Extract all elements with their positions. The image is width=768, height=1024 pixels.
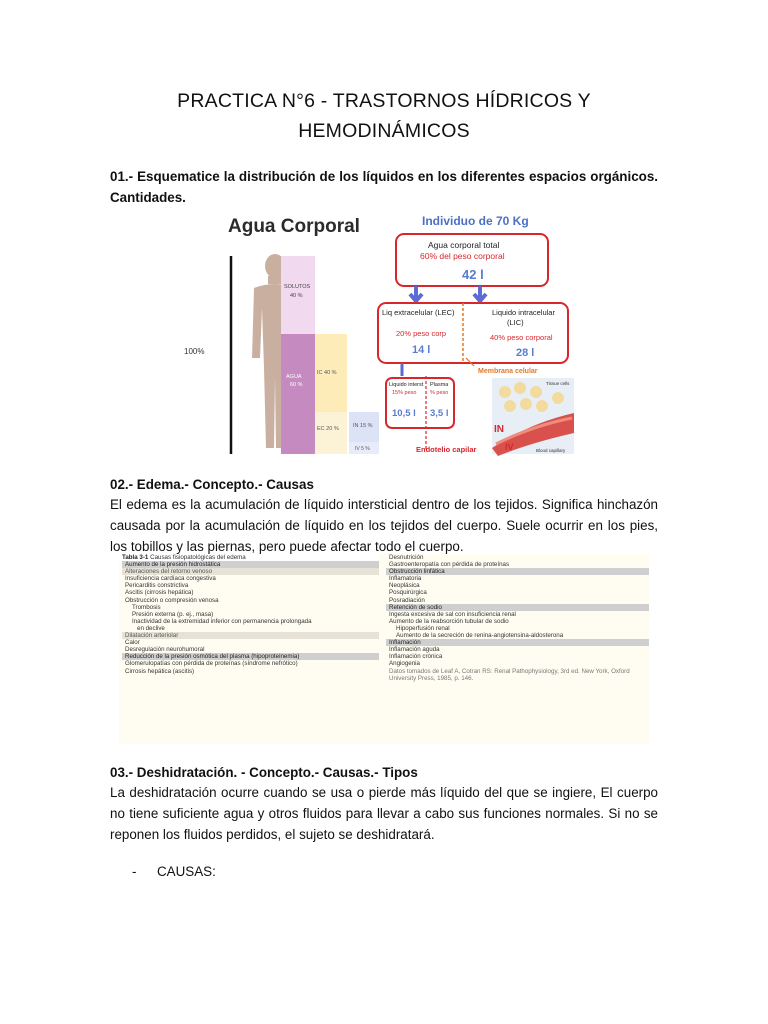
table-row: Neoplásica: [389, 582, 420, 590]
table-row: Trombosis: [132, 603, 161, 611]
table-row: Dilatación arteriolar: [122, 632, 379, 639]
membrana-label: Membrana celular: [478, 368, 538, 375]
interst-line-1: Liquido interst: [389, 382, 424, 388]
bullet-dash: -: [132, 864, 137, 879]
plasma-line-2: % peso: [430, 390, 449, 396]
table-row: Obstrucción linfática: [386, 568, 649, 575]
individuo-label: Individuo de 70 Kg: [422, 214, 529, 228]
agua-label: AGUA: [286, 374, 302, 380]
table-row: Glomerulopatías con pérdida de proteínas (síndrome nefrótico): [125, 660, 298, 668]
iv-label: IV 5 %: [355, 446, 370, 452]
table-row: Pericarditis constrictiva: [125, 582, 189, 590]
page-title: [110, 86, 658, 146]
causes-bullet: [132, 864, 216, 879]
lic-value: 28 l: [516, 347, 535, 359]
table-row: Insuficiencia cardíaca congestiva: [125, 575, 216, 583]
table-row: Reducción de la presión osmótica del plasma (hipoproteinemia): [122, 653, 379, 660]
table-row: Inflamación aguda: [389, 646, 440, 654]
hundred-label: 100%: [184, 347, 205, 356]
lic-line-1: Liquido intracelular: [492, 308, 555, 317]
lic-line-3: 40% peso corporal: [490, 333, 553, 342]
table-row: Ingesta excesiva de sal con insuficiencia renal: [389, 610, 516, 618]
bullet-label: CAUSAS:: [157, 864, 216, 879]
table-row: Gastroenteropatía con pérdida de proteínas: [389, 561, 510, 569]
lec-line-2: 20% peso corp: [396, 329, 447, 338]
table-left-column: [119, 554, 379, 675]
lec-line-1: Liq extracelular (LEC): [382, 308, 455, 317]
total-line-1: Agua corporal total: [428, 240, 500, 250]
table-row: University Press, 1985, p. 146.: [389, 674, 474, 682]
endotelio-label: Endotelio capilar: [416, 445, 477, 454]
ic-label: IC 40 %: [317, 370, 337, 376]
agua-pct: 60 %: [290, 382, 303, 388]
ec-label: EC 20 %: [317, 426, 339, 432]
arrow-down-right-icon: [474, 286, 486, 301]
question-1: [110, 166, 658, 208]
question-2-paragraph: El edema es la acumulación de líquido intersticial dentro de los tejidos. Significa hinchazón causada por la acumulación de líquido en los tejidos del cuerpo. Suele ocurrir en los pies, los tobillos y las piernas, pero puede afectar todo el cuerpo.: [110, 497, 658, 554]
interst-line-2: 15% peso: [392, 390, 417, 396]
table-row: Desregulación neurohumoral: [125, 646, 205, 654]
table-row: Alteraciones del retorno venoso: [122, 568, 379, 575]
question-2-heading: 02.- Edema.- Concepto.- Causas: [110, 477, 314, 492]
question-3-paragraph: La deshidratación ocurre cuando se usa o pierde más líquido del que se ingiere, El cuerpo no tiene suficiente agua y otros fluidos para llevar a cabo sus funciones normales. Si no se reponen los fluidos perdidos, el sujeto se deshidratará.: [110, 785, 658, 842]
body-water-figure: [180, 208, 580, 458]
plasma-line-1: Plasma: [430, 382, 449, 388]
water-bar: [281, 334, 315, 454]
table-caption-number: Tabla 3-1: [122, 554, 149, 561]
table-right-column: [383, 554, 649, 682]
table-row: Aumento de la secreción de renina-angiotensina-aldosterona: [396, 632, 564, 640]
title-line-2: HEMODINÁMICOS: [298, 120, 470, 142]
table-row: Cirrosis hepática (ascitis): [125, 667, 195, 675]
table-row: Inflamación crónica: [389, 653, 443, 661]
table-row: en declive: [137, 624, 165, 632]
table-row: Posradiación: [389, 596, 425, 604]
total-line-2: 60% del peso corporal: [420, 251, 505, 261]
figure-title: Agua Corporal: [228, 216, 360, 237]
question-3-heading: 03.- Deshidratación. - Concepto.- Causas.- Tipos: [110, 765, 418, 780]
table-row: Ascitis (cirrosis hepática): [125, 589, 194, 597]
table-row: Inflamación: [386, 639, 649, 646]
question-1-text: 01.- Esquematice la distribución de los líquidos en los diferentes espacios orgánicos. Cantidades.: [110, 169, 658, 205]
edema-causes-table: [119, 554, 649, 744]
plasma-value: 3,5 l: [430, 408, 449, 419]
table-row: Presión externa (p. ej., masa): [132, 610, 214, 618]
table-row: Obstrucción o compresión venosa: [125, 596, 219, 604]
lec-value: 14 l: [412, 344, 431, 356]
table-row: Inflamatoria: [389, 575, 422, 583]
table-row: Retención de sodio: [386, 604, 649, 611]
table-row: Posquirúrgica: [389, 589, 427, 597]
in-label: IN 15 %: [353, 423, 373, 429]
capillary-illustration: [492, 378, 574, 456]
arrow-down-left-icon: [410, 286, 422, 301]
iv-mark: IV: [505, 442, 514, 452]
table-row: Calor: [125, 639, 140, 647]
total-value: 42 l: [462, 267, 484, 282]
lic-line-2: (LIC): [507, 318, 524, 327]
ec-bar: [315, 412, 347, 454]
interst-value: 10,5 l: [392, 408, 416, 419]
table-caption-text: Causas fisiopatológicas del edema: [150, 554, 246, 561]
in-mark: IN: [494, 424, 504, 435]
solutos-pct: 40 %: [290, 293, 303, 299]
table-row: Datos tomados de Leaf A, Cotran RS: Renal Pathophysiology, 3rd ed. New York, Oxford: [389, 667, 630, 675]
table-caption: [119, 554, 379, 561]
table-row: Hipoperfusión renal: [396, 624, 450, 632]
table-row: Inactividad de la extremidad inferior con permanencia prolongada: [132, 617, 312, 625]
table-row: Aumento de la presión hidrostática: [122, 561, 379, 568]
tissue-label: Tissue cells: [546, 381, 570, 386]
title-line-1: PRACTICA N°6 - TRASTORNOS HÍDRICOS Y: [177, 90, 591, 112]
table-row: Angiogenia: [389, 660, 420, 668]
table-row: Aumento de la reabsorción tubular de sodio: [389, 617, 509, 625]
table-row: Desnutrición: [389, 554, 424, 561]
solutos-label: SOLUTOS: [284, 284, 311, 290]
blood-label: Blood capillary: [536, 448, 566, 453]
